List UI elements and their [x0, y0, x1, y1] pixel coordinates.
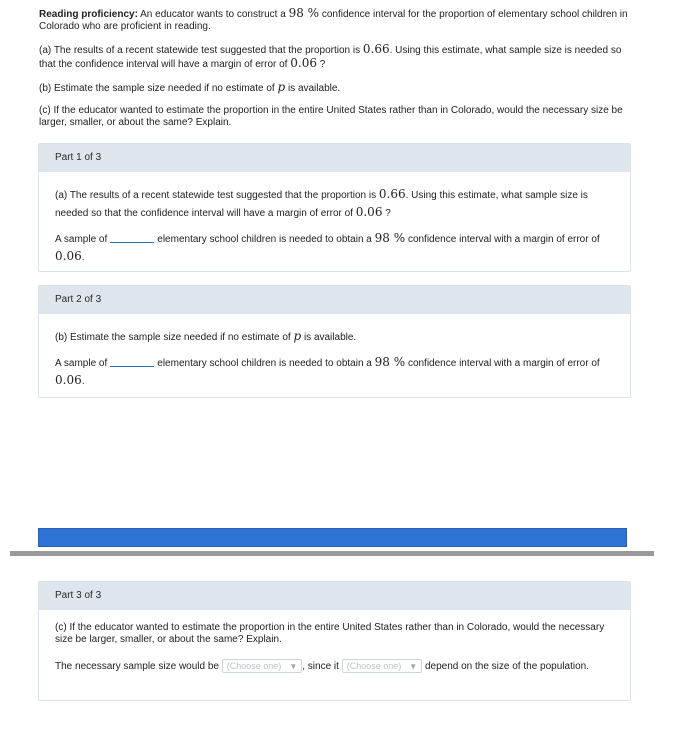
part-2-question: (b) Estimate the sample size needed if no estimate of p is available.: [55, 329, 357, 343]
section-divider: [10, 551, 654, 556]
intro-text: An educator wants to construct a: [140, 9, 286, 20]
part-1-answer: A sample of elementary school children is needed to obtain a 98 % confidence interval with a margin of error of 0.06.: [55, 231, 600, 263]
problem-intro: [39, 7, 639, 33]
size-choice-select[interactable]: (Choose one) ▼: [222, 659, 302, 673]
part-1-question: (a) The results of a recent statewide test suggested that the proportion is 0.66. Using this estimate, what sample size is needed so that the confidence interval will have a margin of error of 0.06 ?: [55, 187, 588, 219]
part-3-question: (c) If the educator wanted to estimate the proportion in the entire United States rather than in Colorado, would the necessary size be larger, smaller, or about the same? Explain.: [55, 622, 605, 645]
margin-value: 0.06: [290, 56, 317, 70]
part-1-header: Part 1 of 3: [39, 144, 630, 172]
sample-size-input-1[interactable]: [110, 231, 154, 243]
question-b: (b) Estimate the sample size needed if no estimate of p is available.: [39, 80, 341, 94]
part-1-panel: [38, 143, 631, 272]
depend-choice-select[interactable]: (Choose one) ▼: [342, 659, 422, 673]
question-c: (c) If the educator wanted to estimate the proportion in the entire United States rather than in Colorado, would the necessary size be larger, smaller, or about the same? Explain.: [39, 105, 623, 128]
part-2-answer: A sample of elementary school children is needed to obtain a 98 % confidence interval with a margin of error of 0.06.: [55, 355, 600, 387]
part-2-panel: [38, 285, 631, 398]
p-symbol: p: [277, 80, 286, 94]
chevron-down-icon: ▼: [409, 662, 418, 671]
problem-statement: [39, 7, 639, 139]
problem-title: Reading proficiency:: [39, 9, 138, 20]
chevron-down-icon: ▼: [289, 662, 298, 671]
sample-size-input-2[interactable]: [110, 355, 154, 367]
proportion-value: 0.66: [362, 42, 390, 56]
question-a: (a) The results of a recent statewide test suggested that the proportion is 0.66. Using this estimate, what sample size is needed so that the confidence interval will have a margin of error of 0.06 ?: [39, 42, 622, 70]
part-3-panel: [38, 581, 631, 701]
progress-bar: [38, 528, 627, 547]
intro-text-cont: confidence interval for the proportion of elementary school children in Colorado who are proficient in reading.: [39, 9, 628, 32]
part-2-header: Part 2 of 3: [39, 286, 630, 314]
part-3-answer: The necessary sample size would be (Choose one) ▼ , since it (Choose one) ▼ depend on the size of the population.: [55, 661, 589, 672]
confidence-value: 98 %: [288, 6, 320, 20]
part-3-header: Part 3 of 3: [39, 582, 630, 610]
